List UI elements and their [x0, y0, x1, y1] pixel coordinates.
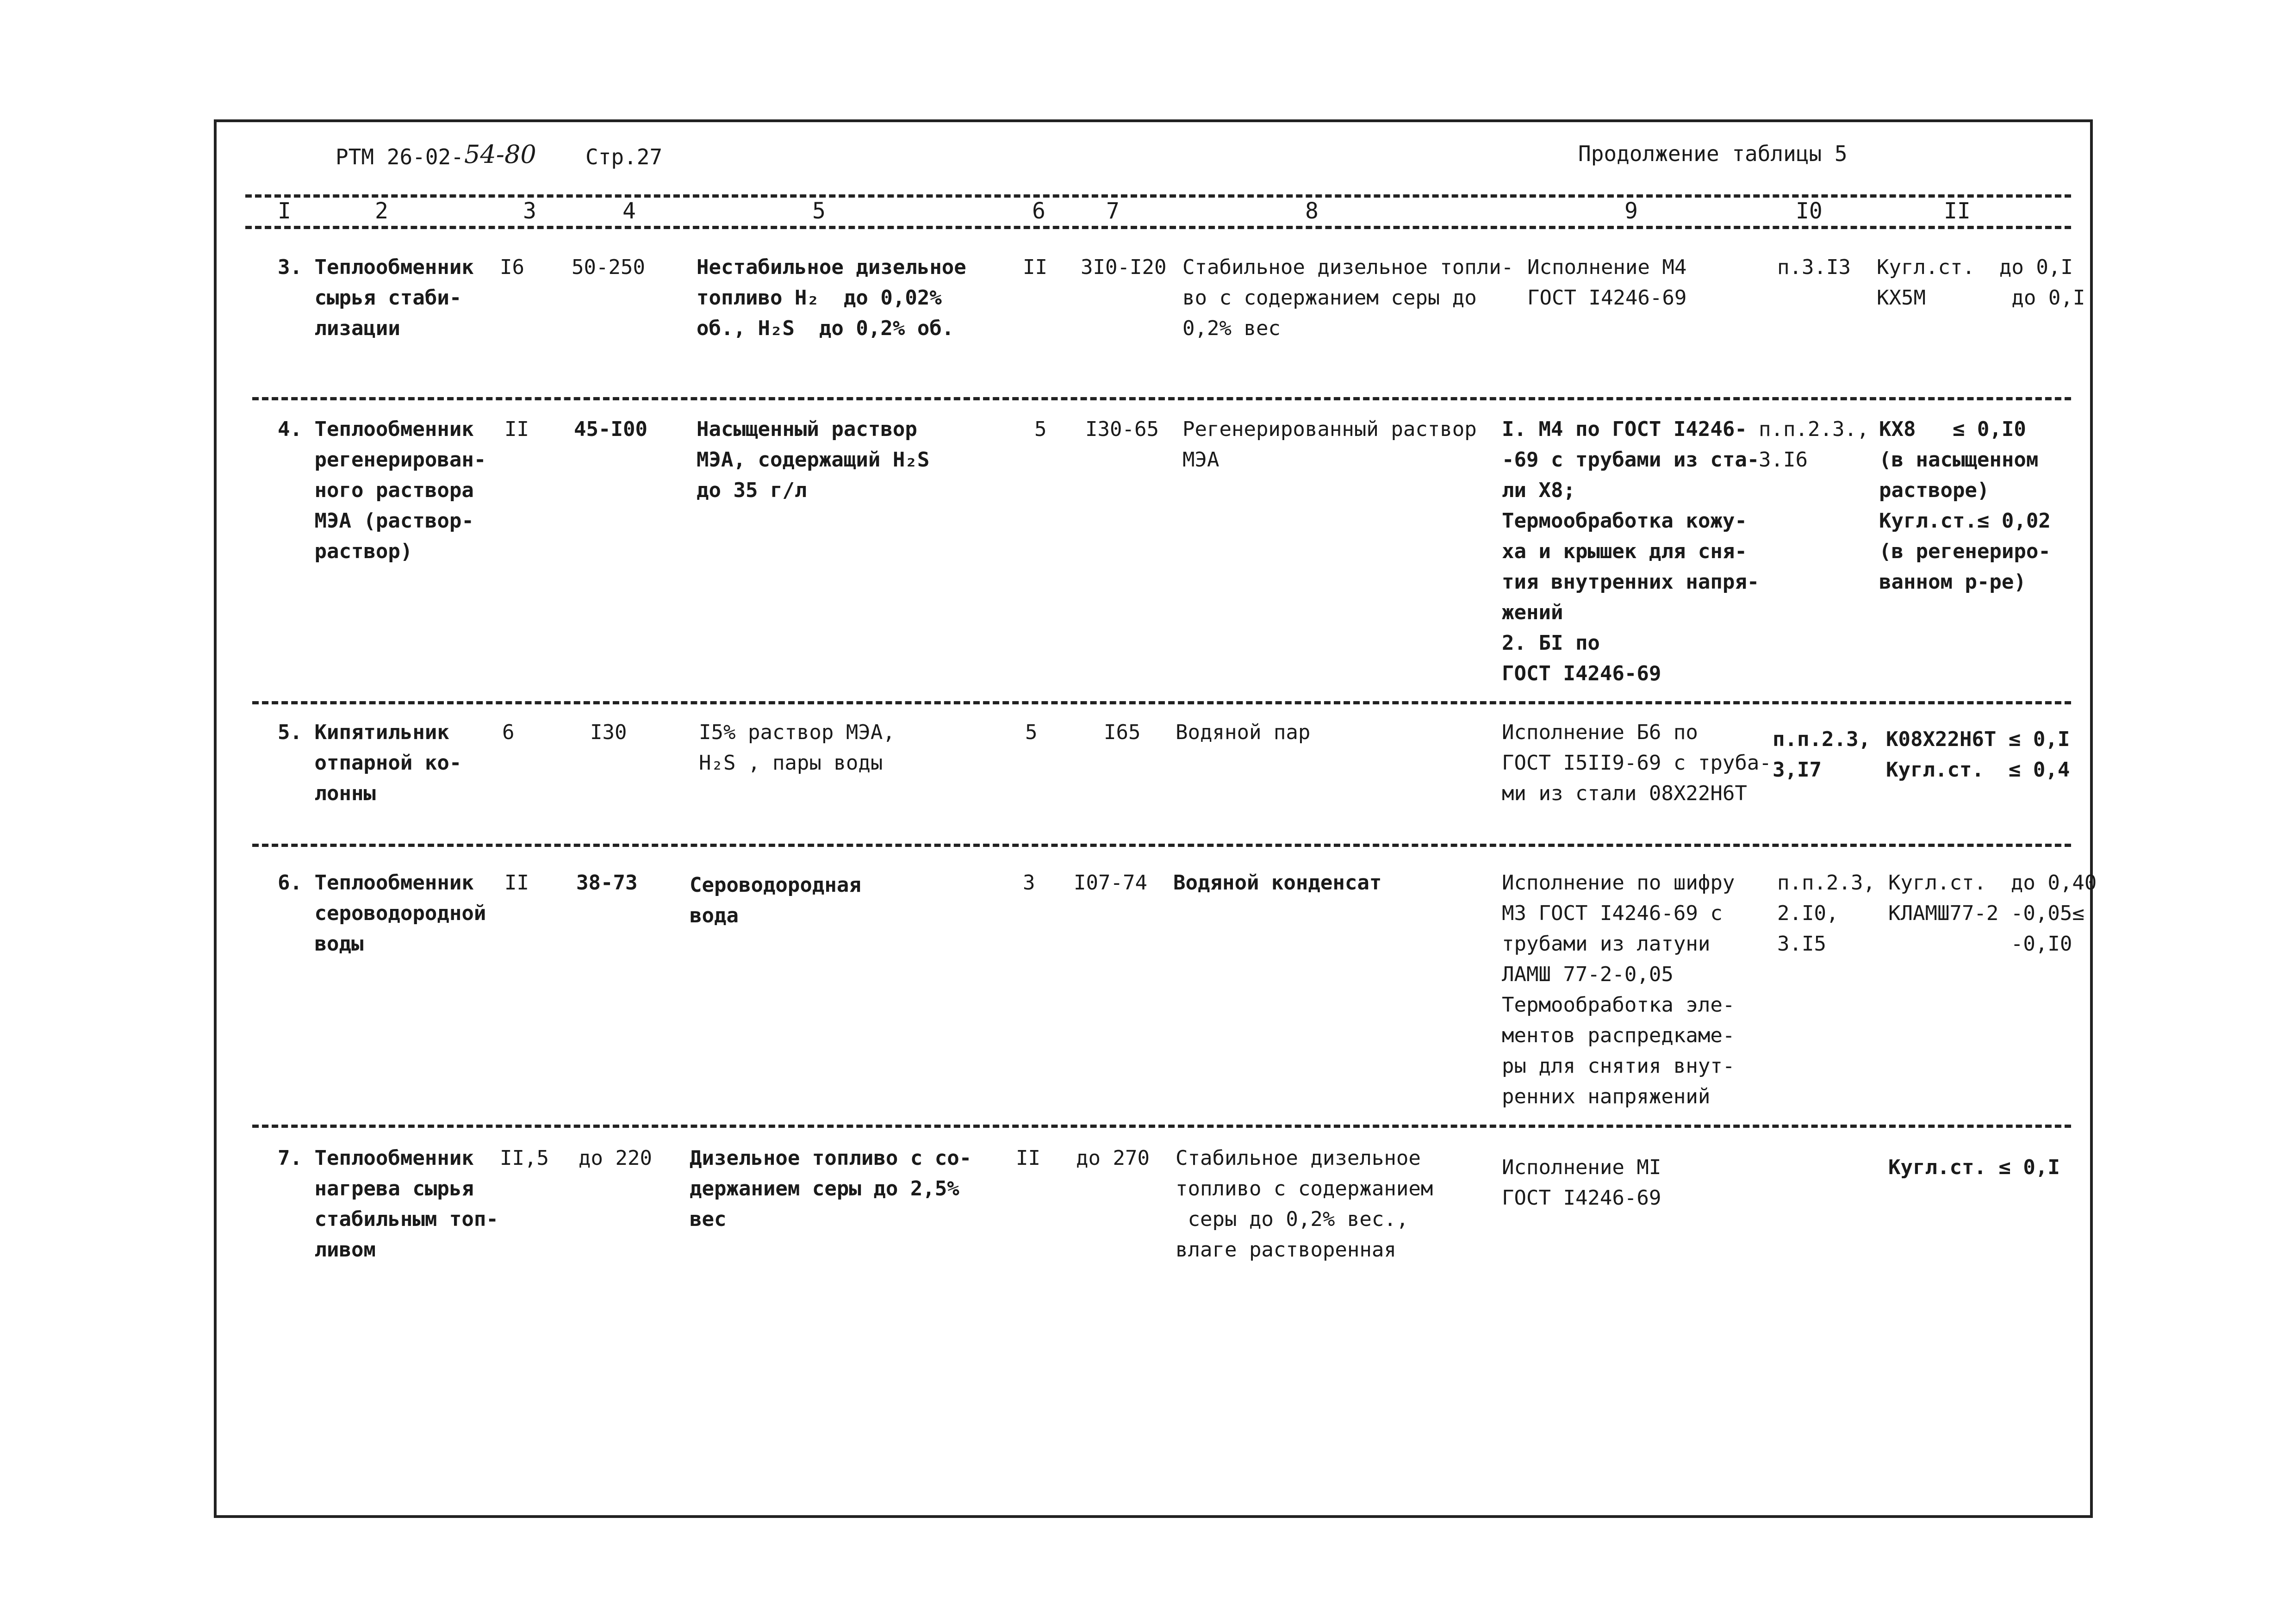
cell-col9: Исполнение по шифру М3 ГОСТ I4246-69 с трубами из латуни ЛАМШ 77-2-0,05 Термообработка эле- ментов распредкаме- ры для снятия внут- ренних напряжений [1502, 871, 1735, 1108]
col-num-7: 7 [1106, 198, 1120, 224]
row-separator [252, 1125, 2071, 1128]
row-separator [252, 701, 2071, 704]
cell-col7: I30-65 [1085, 417, 1159, 441]
cell-col5: Дизельное топливо с со- держанием серы до 2,5% вес [690, 1146, 972, 1231]
cell-col11: KX8 ≤ 0,I0 (в насыщенном растворе) Kугл.ст.≤ 0,02 (в регенериро- ванном р-ре) [1879, 417, 2051, 594]
col-num-3: 3 [523, 198, 536, 224]
cell-col11: Kугл.ст. до 0,I KX5M до 0,I [1877, 255, 2085, 310]
cell-col10: п.п.2.3, 2.I0, 3.I5 [1777, 871, 1875, 956]
header-rule-bottom [245, 226, 2071, 229]
cell-col8: Водяной пар [1176, 721, 1311, 744]
cell-col7: до 270 [1076, 1146, 1150, 1170]
doc-code: РТМ 26-02- [336, 144, 464, 169]
page-number: Стр.27 [585, 144, 663, 169]
item-name: 7. Теплообменник нагрева сырья стабильным топ- ливом [278, 1146, 498, 1262]
cell-col5: Сероводородная вода [690, 873, 861, 927]
cell-col8: Стабильное дизельное топливо с содержанием серы до 0,2% вес., влаге растворенная [1176, 1146, 1433, 1262]
cell-col3: II [504, 871, 529, 895]
cell-col4: I30 [590, 721, 627, 744]
cell-col8: Стабильное дизельное топли- во с содержанием серы до 0,2% вес [1182, 255, 1514, 340]
col-num-6: 6 [1032, 198, 1045, 224]
cell-col4: 50-250 [572, 255, 645, 279]
cell-col10: п.п.2.3, 3,I7 [1773, 728, 1871, 782]
cell-col5: Нестабильное дизельное топливо H₂ до 0,02% об., H₂S до 0,2% об. [697, 255, 966, 340]
col-num-11: II [1944, 198, 1971, 224]
cell-col11: K08Х22Н6Т ≤ 0,I Kугл.ст. ≤ 0,4 [1886, 728, 2070, 782]
item-name: 5. Кипятильник отпарной ко- лонны [278, 721, 462, 805]
col-num-8: 8 [1305, 198, 1319, 224]
col-num-4: 4 [622, 198, 636, 224]
cell-col3: II [504, 417, 529, 441]
cell-col9: I. М4 по ГОСТ I4246- -69 с трубами из ста- ли Х8; Термообработка кожу- ха и крышек для сня- тия внутренних напря- жений 2. БI по ГОСТ I4246-69 [1502, 417, 1760, 685]
item-name: 4. Теплообменник регенерирован- ного раствора МЭА (раствор- раствор) [278, 417, 486, 563]
cell-col3: 6 [502, 721, 515, 744]
doc-code-handwritten: 54-80 [464, 140, 536, 169]
col-num-1: I [278, 198, 291, 224]
page-frame [214, 119, 2093, 1518]
row-separator [252, 844, 2071, 847]
cell-col6: 5 [1034, 417, 1047, 441]
cell-col4: 45-I00 [574, 417, 647, 441]
col-num-2: 2 [375, 198, 388, 224]
cell-col3: I6 [500, 255, 524, 279]
cell-col9: Исполнение Б6 по ГОСТ I5II9-69 с труба- ми из стали 08Х22Н6Т [1502, 721, 1772, 805]
cell-col10: п.п.2.3., 3.I6 [1759, 417, 1869, 472]
cell-col10: п.3.I3 [1777, 255, 1851, 279]
cell-col11: Kугл.ст. до 0,40 KЛАМШ77-2 -0,05≤ -0,I0 [1888, 871, 2097, 956]
continuation-label: Продолжение таблицы 5 [1578, 141, 1848, 166]
cell-col7: I65 [1104, 721, 1141, 744]
cell-col3: II,5 [500, 1146, 549, 1170]
cell-col9: Исполнение МI ГОСТ I4246-69 [1502, 1156, 1661, 1210]
cell-col9: Исполнение М4 ГОСТ I4246-69 [1527, 255, 1687, 310]
cell-col7: 3I0-I20 [1081, 255, 1167, 279]
col-num-10: I0 [1796, 198, 1823, 224]
col-num-5: 5 [812, 198, 826, 224]
cell-col6: II [1023, 255, 1047, 279]
item-name: 3. Теплообменник сырья стаби- лизации [278, 255, 474, 340]
cell-col6: II [1016, 1146, 1040, 1170]
cell-col8: Регенерированный раствор МЭА [1182, 417, 1477, 472]
row-separator [252, 397, 2071, 400]
cell-col5: Насыщенный раствор МЭА, содержащий H₂S до 35 г/л [697, 417, 930, 502]
header-rule-top [245, 194, 2071, 198]
cell-col11: Kугл.ст. ≤ 0,I [1888, 1156, 2060, 1179]
cell-col8: Водяной конденсат [1173, 871, 1382, 895]
item-name: 6. Теплообменник сероводородной воды [278, 871, 486, 956]
cell-col5: I5% раствор МЭА, H₂S , пары воды [699, 721, 895, 775]
cell-col6: 5 [1025, 721, 1038, 744]
cell-col6: 3 [1023, 871, 1035, 895]
cell-col7: I07-74 [1074, 871, 1147, 895]
col-num-9: 9 [1624, 198, 1638, 224]
cell-col4: до 220 [579, 1146, 652, 1170]
cell-col4: 38-73 [576, 871, 638, 895]
